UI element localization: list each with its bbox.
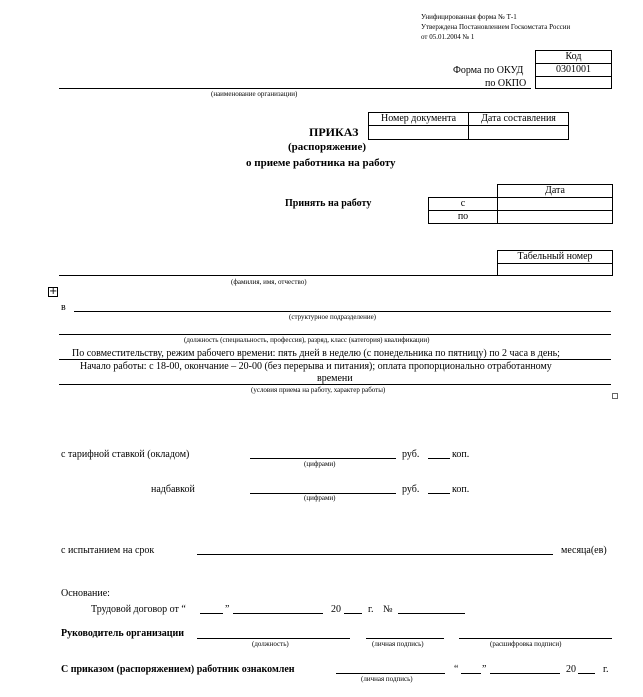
doc-date-value[interactable] [468, 125, 569, 140]
bonus-label: надбавкой [151, 484, 195, 495]
conditions-caption: (условия приема на работу, характер работы) [251, 386, 386, 394]
contract-quote-close: ” [225, 604, 230, 615]
manager-signature-caption: (личная подпись) [372, 640, 424, 648]
department-prefix: в [61, 302, 66, 313]
to-date[interactable] [497, 210, 613, 224]
salary-label: с тарифной ставкой (окладом) [61, 449, 190, 460]
bonus-kop: коп. [452, 484, 470, 495]
ack-quote-close: ” [482, 664, 487, 675]
date-header: Дата [497, 184, 613, 198]
ack-year-line[interactable] [578, 673, 595, 674]
contract-month-line[interactable] [233, 613, 323, 614]
org-name-line[interactable] [59, 88, 531, 89]
contract-day-line[interactable] [200, 613, 223, 614]
manager-label: Руководитель организации [61, 628, 185, 639]
checkbox-icon[interactable] [612, 393, 618, 399]
ack-year-suffix: г. [603, 664, 609, 675]
probation-line[interactable] [197, 554, 553, 555]
form-approval-date: от 05.01.2004 № 1 [421, 33, 475, 41]
okpo-label: по ОКПО [485, 78, 527, 89]
contract-number-sign: № [383, 604, 393, 615]
tab-number-header: Табельный номер [497, 250, 613, 264]
okud-value[interactable]: 0301001 [535, 63, 612, 77]
contract-prefix: Трудовой договор от “ [91, 604, 186, 615]
salary-kop: коп. [452, 449, 470, 460]
doc-number-header: Номер документа [368, 112, 469, 126]
kod-header: Код [535, 50, 612, 64]
to-label: по [428, 210, 498, 224]
conditions-line2: Начало работы: с 18-00, окончание – 20-00 (без перерыва и питания); оплата пропорционально отработанному [80, 361, 552, 372]
ack-label: С приказом (распоряжением) работник ознакомлен [61, 664, 295, 675]
conditions-rule2 [59, 384, 611, 385]
manager-position-line[interactable] [197, 638, 350, 639]
fio-caption: (фамилия, имя, отчество) [231, 278, 307, 286]
contract-year-line[interactable] [344, 613, 362, 614]
position-caption: (должность (специальность, профессия), разряд, класс (категория) квалификации) [184, 336, 430, 344]
department-line[interactable] [74, 311, 611, 312]
conditions-line3: времени [317, 373, 353, 384]
order-purpose: о приеме работника на работу [246, 157, 396, 169]
ack-signature-line[interactable] [336, 673, 445, 674]
ack-quote-open: “ [454, 664, 459, 675]
fio-line[interactable] [59, 275, 497, 276]
salary-rub-line[interactable] [250, 458, 396, 459]
order-title: ПРИКАЗ [309, 125, 359, 139]
ack-year-prefix: 20 [566, 664, 576, 675]
bonus-kop-line[interactable] [428, 493, 450, 494]
okpo-value[interactable] [535, 76, 612, 89]
manager-decode-line[interactable] [459, 638, 612, 639]
conditions-line1: По совместительству, режим рабочего времени: пять дней в неделю (с понедельника по пятницу) по 2 часа в день; [72, 348, 560, 359]
form-approval: Утверждена Постановлением Госкомстата России [421, 23, 571, 31]
ack-signature-caption: (личная подпись) [361, 675, 413, 683]
salary-digits-caption: (цифрами) [304, 460, 336, 468]
doc-date-header: Дата составления [468, 112, 569, 126]
salary-rub: руб. [402, 449, 420, 460]
org-name-caption: (наименование организации) [211, 90, 298, 98]
bonus-digits-caption: (цифрами) [304, 494, 336, 502]
tab-number-value[interactable] [497, 263, 613, 276]
manager-signature-line[interactable] [366, 638, 444, 639]
from-date[interactable] [497, 197, 613, 211]
ack-day-line[interactable] [461, 673, 481, 674]
manager-position-caption: (должность) [252, 640, 289, 648]
ack-month-line[interactable] [490, 673, 560, 674]
expand-icon[interactable]: + [49, 286, 58, 297]
position-line[interactable] [59, 334, 611, 335]
department-caption: (структурное подразделение) [289, 313, 377, 321]
contract-year-prefix: 20 [331, 604, 341, 615]
order-subtitle: (распоряжение) [288, 141, 367, 153]
basis-label: Основание: [61, 588, 110, 599]
from-label: с [428, 197, 498, 211]
contract-number-line[interactable] [398, 613, 465, 614]
probation-label: с испытанием на срок [61, 545, 155, 556]
salary-kop-line[interactable] [428, 458, 450, 459]
doc-number-value[interactable] [368, 125, 469, 140]
hire-label: Принять на работу [285, 198, 372, 209]
manager-decode-caption: (расшифровка подписи) [490, 640, 562, 648]
contract-year-suffix: г. [368, 604, 374, 615]
probation-suffix: месяца(ев) [561, 545, 607, 556]
bonus-rub: руб. [402, 484, 420, 495]
okud-label: Форма по ОКУД [453, 65, 524, 76]
form-type: Унифицированная форма № Т-1 [421, 13, 517, 21]
conditions-rule1 [59, 359, 611, 360]
